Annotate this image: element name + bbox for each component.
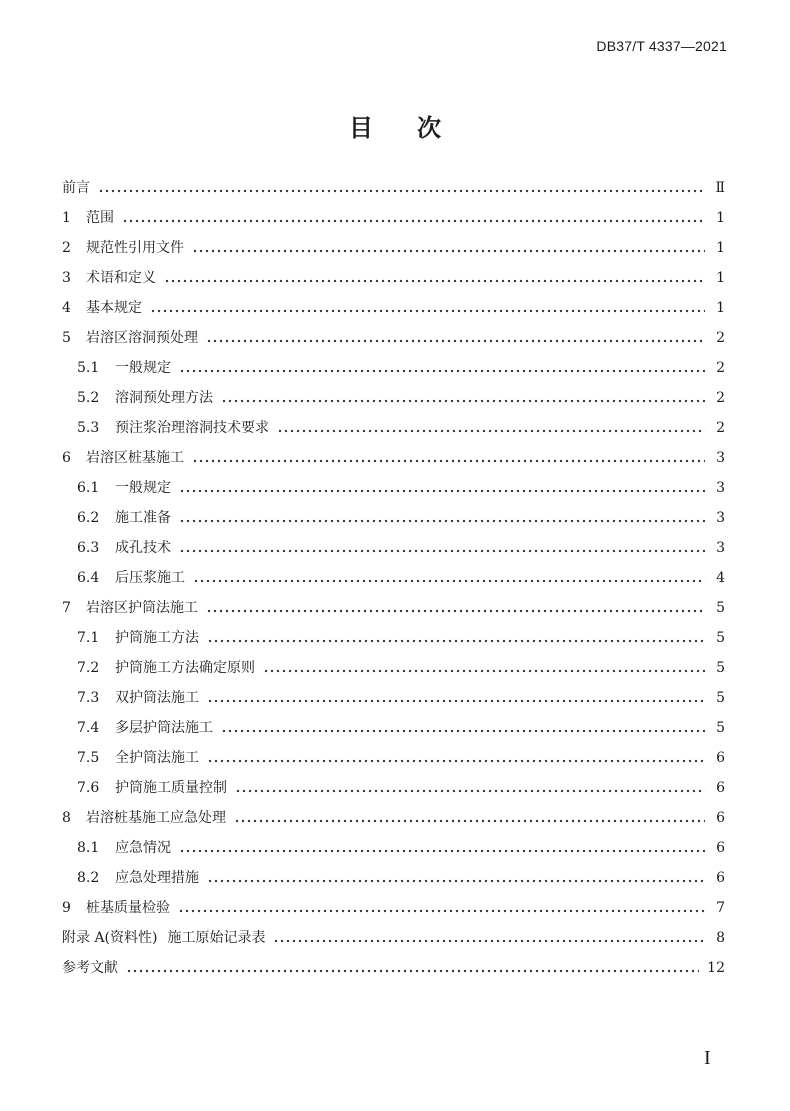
dot-leader — [193, 579, 705, 583]
toc-subentry — [62, 383, 725, 413]
entry-title: 基本规定 — [86, 300, 142, 316]
dot-leader — [150, 309, 705, 313]
toc-entry-preface — [62, 173, 725, 203]
entry-title: 前言 — [62, 180, 90, 196]
entry-number: 9 — [62, 900, 71, 916]
entry-number: 6.1 — [77, 480, 100, 496]
dot-leader — [206, 609, 705, 613]
dot-leader — [192, 459, 705, 463]
page-title: 目次 — [349, 113, 485, 142]
entry-number: 8.2 — [77, 870, 100, 886]
entry-title: 岩溶区溶洞预处理 — [86, 330, 198, 346]
entry-title: 规范性引用文件 — [86, 240, 184, 256]
entry-page: 5 — [716, 600, 725, 616]
toc-subentry — [62, 353, 725, 383]
dot-leader — [192, 249, 705, 253]
toc-subentry — [62, 773, 725, 803]
dot-leader — [126, 969, 699, 973]
dot-leader — [234, 819, 705, 823]
entry-number: 3 — [62, 270, 71, 286]
entry-number: 5 — [62, 330, 71, 346]
entry-page: 6 — [716, 750, 725, 766]
entry-page: 6 — [716, 780, 725, 796]
toc-entry — [62, 323, 725, 353]
entry-number: 6.3 — [77, 540, 100, 556]
page-number: I — [704, 1047, 711, 1069]
entry-title: 护筒施工方法确定原则 — [115, 660, 255, 676]
entry-page: 12 — [707, 960, 725, 976]
dot-leader — [207, 759, 705, 763]
entry-title: 岩溶区桩基施工 — [86, 450, 184, 466]
dot-leader — [277, 429, 705, 433]
toc-subentry — [62, 683, 725, 713]
entry-page: 7 — [716, 900, 725, 916]
toc-subentry — [62, 713, 725, 743]
entry-page: 2 — [716, 360, 725, 376]
entry-number: 6.2 — [77, 510, 100, 526]
entry-title: 一般规定 — [115, 480, 171, 496]
toc-subentry — [62, 503, 725, 533]
entry-title: 参考文献 — [62, 960, 118, 976]
entry-title: 桩基质量检验 — [86, 900, 170, 916]
entry-number: 7 — [62, 600, 71, 616]
entry-page: 8 — [716, 930, 725, 946]
entry-title: 应急处理措施 — [115, 870, 199, 886]
entry-number: 8 — [62, 810, 71, 826]
entry-number: 7.4 — [77, 720, 100, 736]
dot-leader — [179, 849, 705, 853]
entry-page: 4 — [716, 570, 725, 586]
dot-leader — [122, 219, 705, 223]
entry-number: 1 — [62, 210, 71, 226]
entry-number: 5.3 — [77, 420, 100, 436]
entry-number: 2 — [62, 240, 71, 256]
entry-title: 护筒施工方法 — [115, 630, 199, 646]
dot-leader — [273, 939, 705, 943]
toc-subentry — [62, 533, 725, 563]
entry-page: 6 — [716, 840, 725, 856]
dot-leader — [179, 549, 705, 553]
dot-leader — [179, 369, 705, 373]
entry-page: 6 — [716, 870, 725, 886]
entry-page: 5 — [716, 720, 725, 736]
entry-title: 多层护筒法施工 — [115, 720, 213, 736]
entry-page: 2 — [716, 330, 725, 346]
entry-page: 1 — [716, 240, 725, 256]
entry-number: 5.2 — [77, 390, 100, 406]
entry-title: 全护筒法施工 — [115, 750, 199, 766]
entry-number: 6.4 — [77, 570, 100, 586]
toc-entry — [62, 263, 725, 293]
toc-entry — [62, 443, 725, 473]
entry-title: 预注浆治理溶洞技术要求 — [115, 420, 269, 436]
entry-title: 岩溶桩基施工应急处理 — [86, 810, 226, 826]
toc-entry — [62, 803, 725, 833]
entry-title: 一般规定 — [115, 360, 171, 376]
entry-number: 7.1 — [77, 630, 100, 646]
entry-title: 后压浆施工 — [115, 570, 185, 586]
entry-page: 1 — [716, 210, 725, 226]
entry-page: 6 — [716, 810, 725, 826]
entry-title: 范围 — [86, 210, 114, 226]
toc-subentry — [62, 563, 725, 593]
dot-leader — [179, 519, 705, 523]
entry-title: 施工准备 — [115, 510, 171, 526]
toc-entry — [62, 293, 725, 323]
entry-number: 4 — [62, 300, 71, 316]
entry-page: 5 — [716, 660, 725, 676]
entry-title: 术语和定义 — [86, 270, 156, 286]
dot-leader — [207, 639, 705, 643]
appendix-label: 附录 A(资料性) — [62, 930, 158, 946]
entry-title: 应急情况 — [115, 840, 171, 856]
dot-leader — [179, 489, 705, 493]
dot-leader — [206, 339, 705, 343]
toc-subentry — [62, 473, 725, 503]
toc-entry — [62, 593, 725, 623]
entry-title: 护筒施工质量控制 — [115, 780, 227, 796]
entry-title: 溶洞预处理方法 — [115, 390, 213, 406]
entry-page: Ⅱ — [715, 180, 725, 196]
toc-subentry — [62, 623, 725, 653]
entry-page: 1 — [716, 300, 725, 316]
toc-subentry — [62, 413, 725, 443]
entry-number: 7.2 — [77, 660, 100, 676]
toc-subentry — [62, 863, 725, 893]
entry-number: 8.1 — [77, 840, 100, 856]
entry-number: 7.5 — [77, 750, 100, 766]
dot-leader — [221, 399, 705, 403]
dot-leader — [98, 189, 705, 193]
toc-entry — [62, 893, 725, 923]
toc-subentry — [62, 743, 725, 773]
toc-subentry — [62, 653, 725, 683]
entry-number: 7.6 — [77, 780, 100, 796]
entry-page: 3 — [716, 480, 725, 496]
entry-page: 3 — [716, 540, 725, 556]
entry-page: 3 — [716, 450, 725, 466]
dot-leader — [207, 879, 705, 883]
dot-leader — [164, 279, 705, 283]
entry-title: 岩溶区护筒法施工 — [86, 600, 198, 616]
dot-leader — [178, 909, 705, 913]
toc-entry — [62, 203, 725, 233]
standard-code: DB37/T 4337—2021 — [596, 38, 727, 54]
entry-page: 1 — [716, 270, 725, 286]
entry-number: 7.3 — [77, 690, 100, 706]
toc-entry — [62, 233, 725, 263]
table-of-contents — [62, 173, 725, 983]
dot-leader — [263, 669, 705, 673]
toc-entry-references — [62, 953, 725, 983]
entry-title: 双护筒法施工 — [115, 690, 199, 706]
entry-title: 成孔技术 — [115, 540, 171, 556]
toc-entry-appendix — [62, 923, 725, 953]
entry-page: 2 — [716, 420, 725, 436]
dot-leader — [207, 699, 705, 703]
entry-number: 5.1 — [77, 360, 100, 376]
entry-page: 5 — [716, 630, 725, 646]
entry-number: 6 — [62, 450, 71, 466]
dot-leader — [221, 729, 705, 733]
entry-page: 2 — [716, 390, 725, 406]
entry-title: 施工原始记录表 — [167, 930, 266, 946]
toc-subentry — [62, 833, 725, 863]
entry-page: 5 — [716, 690, 725, 706]
dot-leader — [235, 789, 705, 793]
entry-page: 3 — [716, 510, 725, 526]
